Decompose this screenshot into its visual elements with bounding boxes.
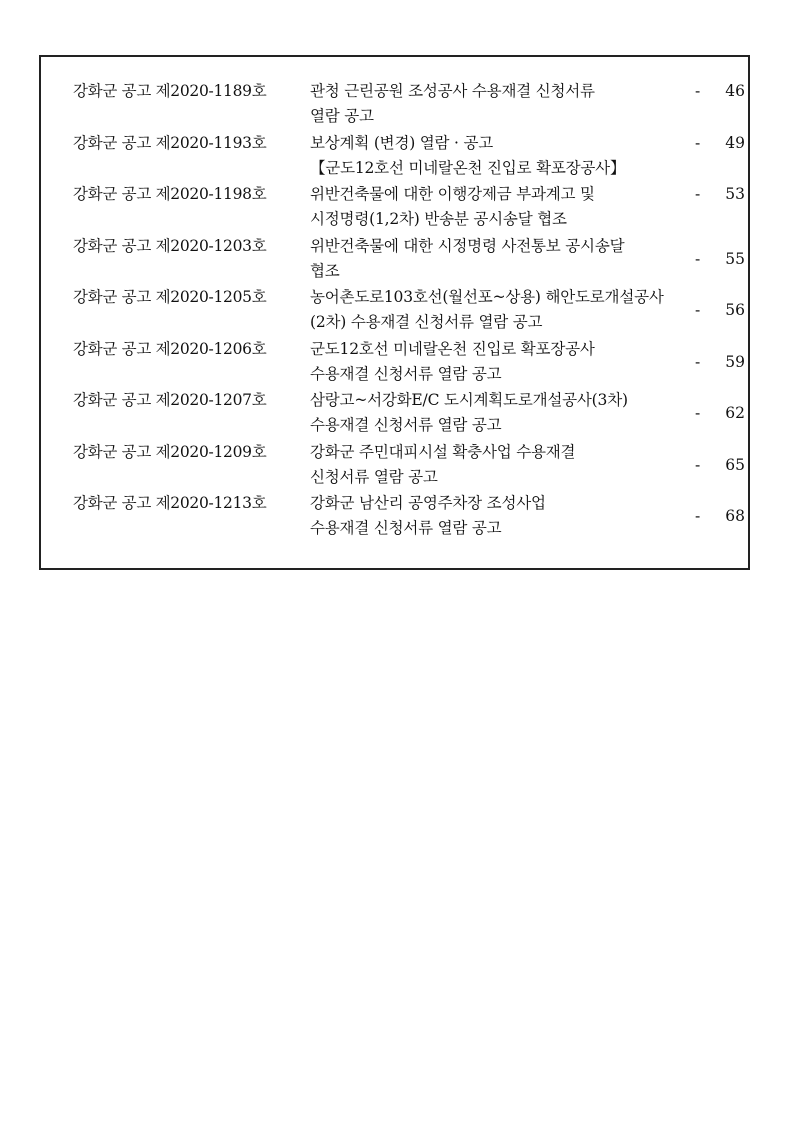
notice-number: 강화군 공고 제2020-1206호 — [73, 339, 267, 358]
toc-entry — [73, 79, 745, 131]
toc-entry — [73, 285, 745, 337]
notice-title-line: 보상계획 (변경) 열람 · 공고 — [310, 133, 494, 152]
notice-title — [310, 234, 700, 286]
page-ref — [695, 440, 745, 492]
leader-dash: - — [695, 507, 701, 526]
page-ref — [695, 491, 745, 543]
page-ref — [695, 131, 745, 183]
page-ref — [695, 79, 745, 131]
notice-title-line: (2차) 수용재결 신청서류 열람 공고 — [310, 313, 543, 331]
notice-title-line: 강화군 주민대피시설 확충사업 수용재결 — [310, 442, 576, 461]
leader-dash: - — [695, 185, 701, 203]
notice-title-line: 위반건축물에 대한 시정명령 사전통보 공시송달 — [310, 236, 625, 255]
leader-dash: - — [695, 352, 701, 371]
notice-title-line: 강화군 남산리 공영주차장 조성사업 — [310, 494, 546, 512]
page-ref — [695, 388, 745, 440]
leader-dash: - — [695, 82, 701, 100]
notice-number: 강화군 공고 제2020-1209호 — [73, 442, 267, 461]
notice-title — [310, 440, 700, 492]
notice-title-line: 군도12호선 미네랄온천 진입로 확포장공사 — [310, 339, 595, 358]
notice-title-line: 열람 공고 — [310, 107, 374, 125]
notice-title — [310, 337, 700, 389]
toc-entry — [73, 182, 745, 234]
leader-dash: - — [695, 301, 701, 320]
notice-title — [310, 182, 700, 234]
page-ref — [695, 234, 745, 286]
notice-title-line: 시정명령(1,2차) 반송분 공시송달 협조 — [310, 210, 567, 228]
toc-entry — [73, 491, 745, 543]
notice-title — [310, 491, 700, 543]
notice-number: 강화군 공고 제2020-1205호 — [73, 288, 267, 306]
page-ref — [695, 337, 745, 389]
notice-number: 강화군 공고 제2020-1203호 — [73, 236, 267, 255]
leader-dash: - — [695, 133, 701, 152]
page-number: 59 — [725, 352, 745, 371]
page-number: 62 — [725, 404, 745, 423]
notice-title — [310, 285, 700, 337]
leader-dash: - — [695, 455, 701, 474]
toc-entry — [73, 234, 745, 286]
notice-title-line: 삼랑고~서강화E/C 도시계획도로개설공사(3차) — [310, 391, 628, 409]
notice-title-line: 농어촌도로103호선(월선포~상용) 해안도로개설공사 — [310, 288, 664, 306]
notice-title-line: 수용재결 신청서류 열람 공고 — [310, 416, 502, 434]
notice-number: 강화군 공고 제2020-1193호 — [73, 133, 267, 152]
page-number: 46 — [725, 82, 745, 100]
notice-title — [310, 388, 700, 440]
notice-title-line: 위반건축물에 대한 이행강제금 부과계고 및 — [310, 185, 595, 203]
notice-title-line: 협조 — [310, 261, 340, 280]
notice-number: 강화군 공고 제2020-1207호 — [73, 391, 267, 409]
toc-entry — [73, 131, 745, 183]
leader-dash: - — [695, 249, 701, 268]
notice-title-line: 수용재결 신청서류 열람 공고 — [310, 364, 502, 383]
page-number: 49 — [725, 133, 745, 152]
page-ref — [695, 182, 745, 234]
notice-number: 강화군 공고 제2020-1189호 — [73, 82, 267, 100]
page-ref — [695, 285, 745, 337]
notice-title-line: 신청서류 열람 공고 — [310, 467, 438, 486]
toc-list — [73, 79, 745, 543]
notice-number: 강화군 공고 제2020-1213호 — [73, 494, 267, 512]
toc-entry — [73, 337, 745, 389]
page-number: 56 — [725, 301, 745, 320]
notice-number: 강화군 공고 제2020-1198호 — [73, 185, 267, 203]
table-of-contents-box — [39, 55, 750, 570]
notice-title-line: 관청 근린공원 조성공사 수용재결 신청서류 — [310, 82, 595, 100]
page-number: 53 — [725, 185, 745, 203]
toc-entry — [73, 440, 745, 492]
notice-title — [310, 131, 700, 183]
leader-dash: - — [695, 404, 701, 423]
toc-entry — [73, 388, 745, 440]
page-number: 55 — [725, 249, 745, 268]
page-number: 68 — [725, 507, 745, 526]
page-number: 65 — [725, 455, 745, 474]
notice-title-line: 수용재결 신청서류 열람 공고 — [310, 519, 502, 537]
notice-title-line: 【군도12호선 미네랄온천 진입로 확포장공사】 — [310, 158, 626, 177]
notice-title — [310, 79, 700, 131]
